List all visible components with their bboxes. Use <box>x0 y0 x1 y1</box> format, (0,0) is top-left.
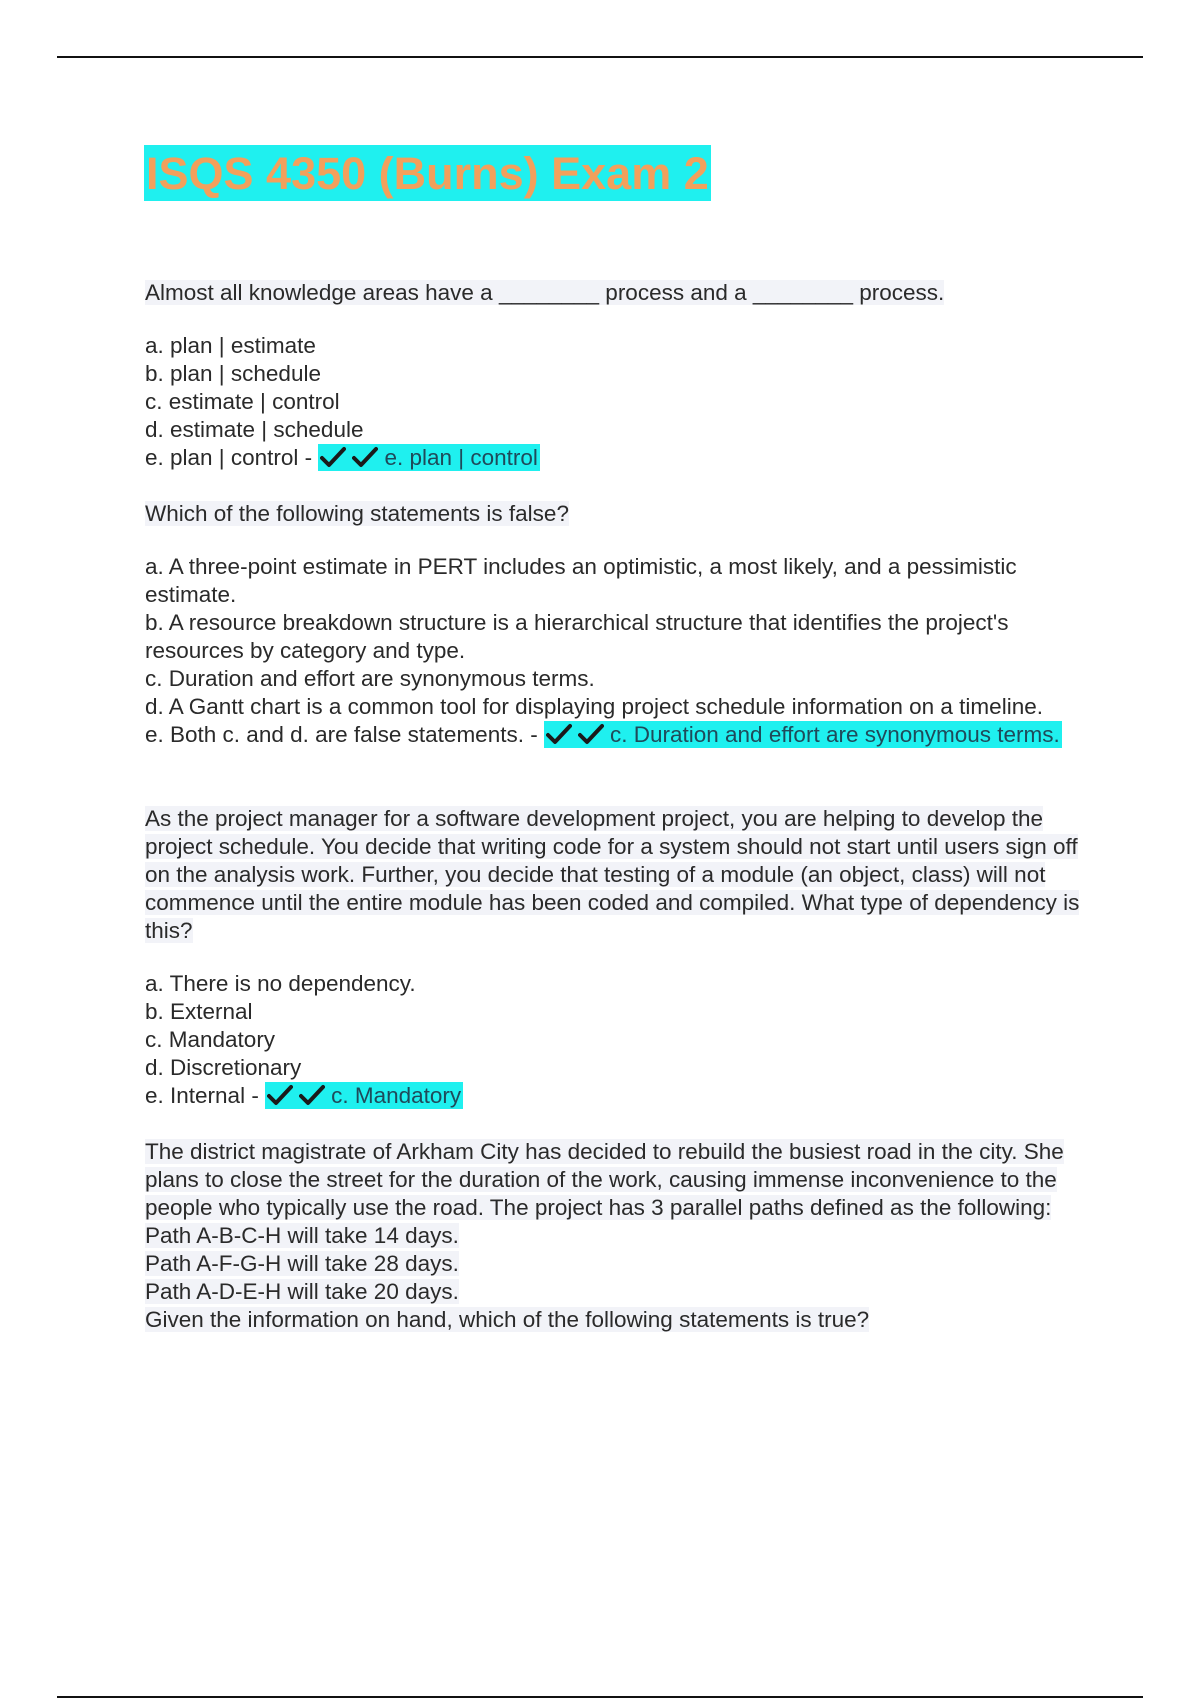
answer-text: c. Mandatory <box>331 1083 462 1108</box>
question-path-line: Path A-F-G-H will take 28 days. <box>145 1251 459 1276</box>
option-item: c. Duration and effort are synonymous terms. <box>145 666 595 691</box>
header-rule <box>57 56 1143 58</box>
question-3 <box>145 805 1095 945</box>
option-item: b. plan | schedule <box>145 361 321 386</box>
option-list <box>145 332 1095 472</box>
question-4 <box>145 1138 1095 1334</box>
option-item: a. plan | estimate <box>145 333 316 358</box>
check-icon <box>578 723 604 745</box>
option-item: c. estimate | control <box>145 389 340 414</box>
check-icon <box>320 446 346 468</box>
answer-text: c. Duration and effort are synonymous terms. <box>609 722 1060 747</box>
check-icon <box>352 446 378 468</box>
question-path-line: Path A-D-E-H will take 20 days. <box>145 1279 459 1304</box>
footer-rule <box>57 1696 1143 1698</box>
question-prompt: As the project manager for a software development project, you are helping to develop the project schedule. You decide that writing code for a system should not start until users sign off on the analysis work. Further, you decide that testing of a module (an object, class) will not commence until the entire module has been coded and compiled. What type of dependency is this? <box>145 806 1080 943</box>
option-label: e. Both c. and d. are false statements. - <box>145 722 538 747</box>
check-icon <box>267 1084 293 1106</box>
document-body <box>145 145 1095 1334</box>
check-icon <box>546 723 572 745</box>
option-item: a. There is no dependency. <box>145 971 416 996</box>
option-item-last <box>145 444 1095 472</box>
option-item: d. estimate | schedule <box>145 417 364 442</box>
question-1 <box>145 279 1095 307</box>
option-list <box>145 970 1095 1110</box>
question-2 <box>145 500 1095 528</box>
question-prompt: The district magistrate of Arkham City has decided to rebuild the busiest road in the city. She plans to close the street for the duration of the work, causing immense inconvenience to the people who typically use the road. The project has 3 parallel paths defined as the following: <box>145 1139 1064 1220</box>
title-highlight <box>144 145 711 201</box>
option-item-last <box>145 1082 1095 1110</box>
document-title: ISQS 4350 (Burns) Exam 2 <box>146 148 709 199</box>
option-item: a. A three-point estimate in PERT includes an optimistic, a most likely, and a pessimistic estimate. <box>145 554 1017 607</box>
option-label: e. plan | control - <box>145 445 313 470</box>
option-label: e. Internal - <box>145 1083 259 1108</box>
option-item: d. Discretionary <box>145 1055 302 1080</box>
check-icon <box>299 1084 325 1106</box>
option-item: d. A Gantt chart is a common tool for displaying project schedule information on a timeline. <box>145 694 1043 719</box>
question-prompt: Which of the following statements is false? <box>145 501 569 526</box>
option-list <box>145 553 1095 749</box>
option-item-last <box>145 721 1095 749</box>
answer-text: e. plan | control <box>384 445 538 470</box>
question-prompt-end: Given the information on hand, which of the following statements is true? <box>145 1307 870 1332</box>
answer-highlight <box>318 444 539 471</box>
answer-highlight <box>544 721 1062 748</box>
question-prompt: Almost all knowledge areas have a ________ process and a ________ process. <box>145 280 945 305</box>
option-item: b. External <box>145 999 253 1024</box>
answer-highlight <box>265 1082 463 1109</box>
question-path-line: Path A-B-C-H will take 14 days. <box>145 1223 459 1248</box>
option-item: c. Mandatory <box>145 1027 276 1052</box>
option-item: b. A resource breakdown structure is a hierarchical structure that identifies the project's resources by category and type. <box>145 610 1009 663</box>
